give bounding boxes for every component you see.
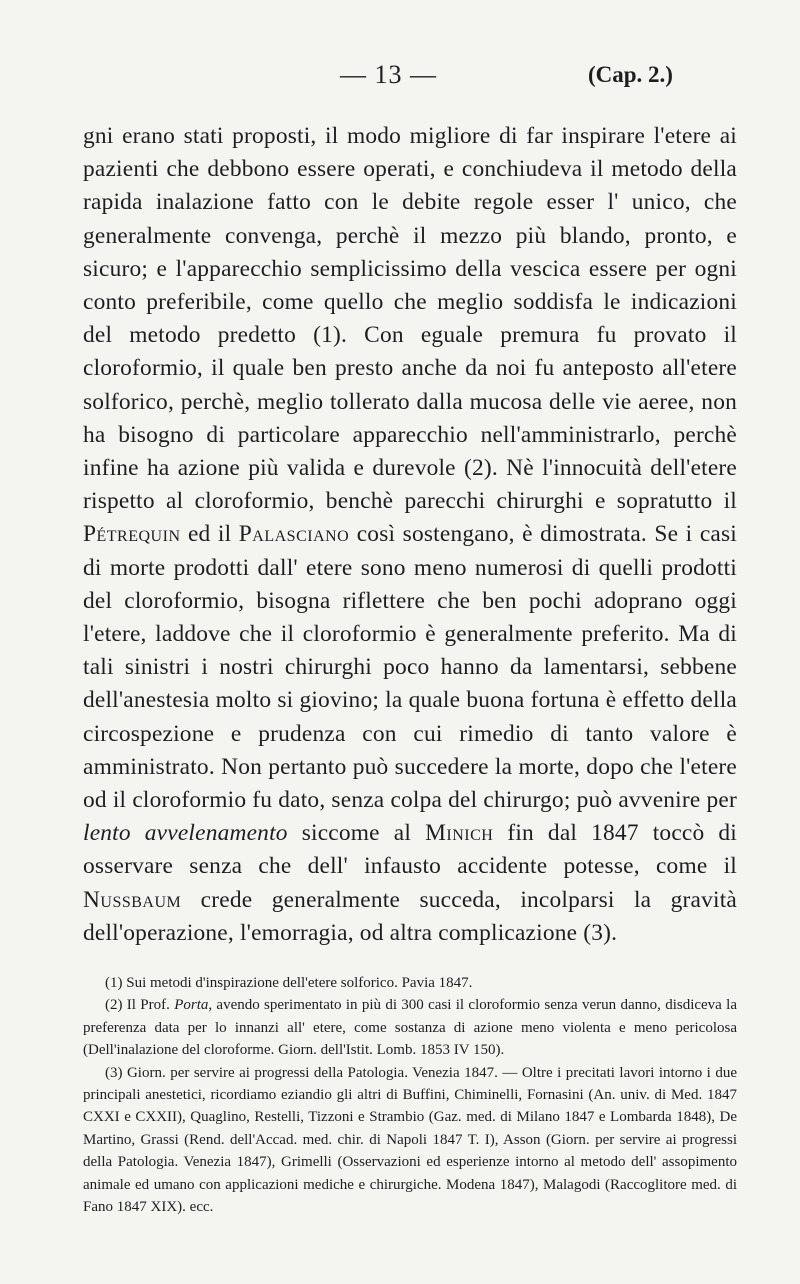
page-number: — 13 —	[340, 60, 437, 89]
author-name: Minich	[425, 820, 494, 847]
italic-phrase: lento avvelenamento	[83, 820, 288, 847]
author-name: Palasciano	[238, 521, 350, 548]
text-segment: gni erano stati proposti, il modo migliore di far inspirare l'etere ai pazienti che debbono essere operati, e conchiudeva il metodo della rapida inalazione fatto con le debite regole esser l' unico, che generalmente convenga, perchè il mezzo più blando, pronto, e sicuro; e l'apparecchio semplicissimo della vescica essere per ogni conto preferibile, come quello che meglio soddisfa le indicazioni del metodo predetto (1). Con eguale premura fu provato il cloroformio, il quale ben presto anche da noi fu anteposto all'etere solforico, perchè, meglio tollerato dalla mucosa delle vie aeree, non ha bisogno di particolare apparecchio nell'amministrarlo, perchè infine ha azione più valida e durevole (2). Nè l'innocuità dell'etere rispetto al cloroformio, benchè parecchi chirurghi e sopratutto il	[83, 123, 737, 515]
text-segment: fin dal 1847 toccò di osservare senza che dell' infausto accidente potesse, come il	[83, 820, 737, 880]
footnote-1: (1) Sui metodi d'inspirazione dell'etere solforico. Pavia 1847.	[105, 975, 473, 991]
page-header	[0, 60, 800, 100]
text-segment: siccome al	[287, 820, 426, 847]
footnote-2	[83, 994, 737, 1061]
footnotes	[83, 972, 737, 1218]
footnote-text: (2) Il Prof.	[105, 997, 175, 1014]
text-segment: crede generalmente succeda, incolparsi la gravità dell'operazione, l'emorragia, od altra complicazione (3).	[83, 886, 737, 946]
footnote-italic: Porta	[174, 997, 209, 1014]
text-segment: ed il	[180, 521, 239, 548]
chapter-label: (Cap. 2.)	[588, 62, 673, 87]
footnote-text: , avendo sperimentato in più di 300 casi il cloroformio senza verun danno, disdiceva la preferenza data per lo innanzi all' etere, come sostanza di azione meno violenta e meno pericolosa (Dell'inalazione del cloroforme. Giorn. dell'Istit. Lomb. 1853 IV 150).	[83, 997, 737, 1059]
main-text	[83, 120, 737, 950]
footnote-3: (3) Giorn. per servire ai progressi della Patologia. Venezia 1847. — Oltre i precitati lavori intorno i due principali anestetici, ricordiamo eziandio gli altri di Buffini, Chiminelli, Fornasini (An. univ. di Med. 1847 CXXI e CXXII), Quaglino, Restelli, Tizzoni e Strambio (Gaz. med. di Milano 1847 e Lombarda 1848), De Martino, Grassi (Rend. dell'Accad. med. chir. di Napoli 1847 T. I), Asson (Giorn. per servire ai progressi della Patologia. Venezia 1847), Grimelli (Osservazioni ed esperienze intorno al metodo dell' assopimento animale ed umano con applicazioni mediche e chirurgiche. Modena 1847), Malagodi (Raccoglitore med. di Fano 1847 XIX). ecc.	[83, 1064, 737, 1216]
body-paragraph	[83, 120, 737, 950]
author-name: Pétrequin	[83, 521, 181, 548]
author-name: Nussbaum	[83, 886, 182, 913]
text-segment: così sostengano, è dimostrata. Se i casi di morte prodotti dall' etere sono meno numerosi di quelli prodotti del cloroformio, bisogna riflettere che ben pochi adoprano oggi l'etere, laddove che il cloroformio è generalmente preferito. Ma di tali sinistri i nostri chirurghi poco hanno da lamentarsi, sebbene dell'anestesia molto si giovino; la quale buona fortuna è effetto della circospezione e prudenza con cui rimedio di tanto valore è amministrato. Non pertanto può succedere la morte, dopo che l'etere od il cloroformio fu dato, senza colpa del chirurgo; può avvenire per	[83, 521, 737, 814]
